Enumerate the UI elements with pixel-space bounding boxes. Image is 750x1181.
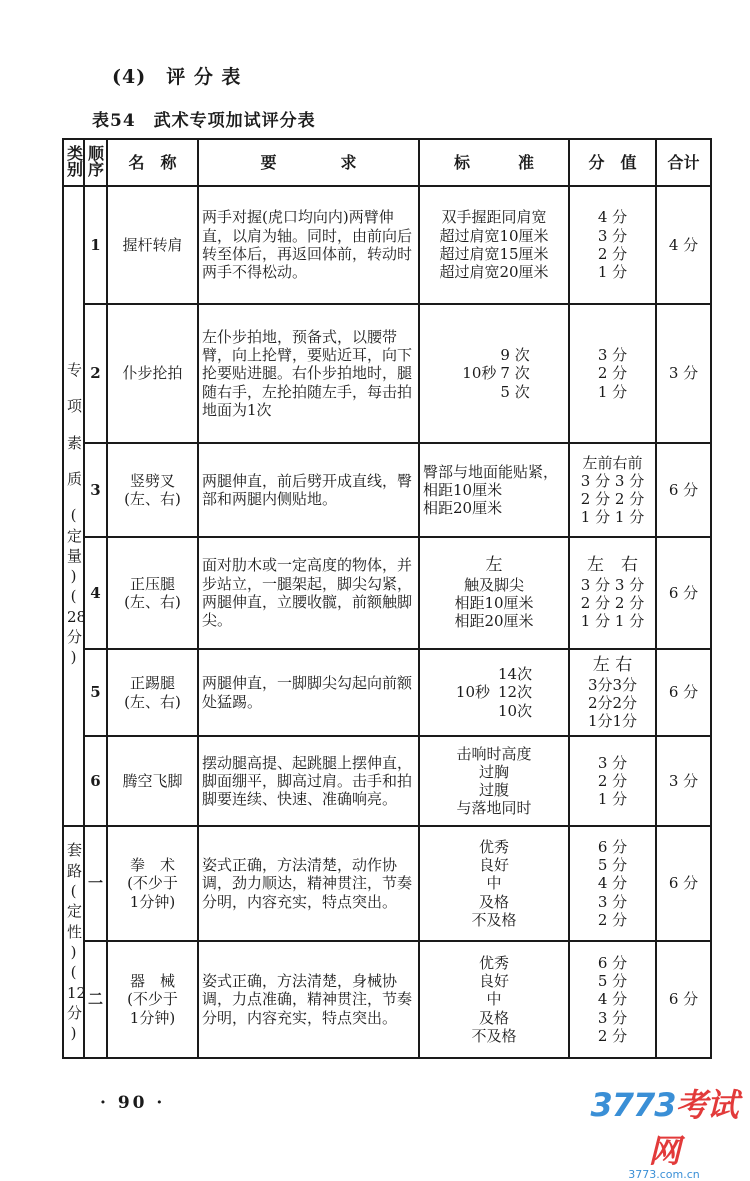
row-order: 6: [84, 736, 107, 826]
item-name: 腾空飞脚: [107, 736, 198, 826]
item-name: 握杆转肩: [107, 186, 198, 304]
table-row: [63, 304, 711, 443]
item-name: 正压腿 (左、右): [107, 537, 198, 649]
item-score: 6 分 5 分 4 分 3 分 2 分: [569, 941, 656, 1058]
row-order: 一: [84, 826, 107, 941]
item-standard: 优秀 良好 中 及格 不及格: [419, 826, 569, 941]
table-row: [63, 941, 711, 1058]
standard-side-header: 左: [485, 555, 503, 576]
item-total: 6 分: [656, 826, 711, 941]
table-title: 表54 武术专项加试评分表: [92, 111, 316, 131]
row-order: 2: [84, 304, 107, 443]
header-requirement: 要 求: [198, 139, 419, 186]
item-score: 6 分 5 分 4 分 3 分 2 分: [569, 826, 656, 941]
item-standard: [419, 649, 569, 737]
item-requirement: 姿式正确，方法清楚，身械协调，力点准确，精神贯注，节奏分明，内容充实，特点突出。: [198, 941, 419, 1058]
table-row: [63, 826, 711, 941]
score-table: [62, 138, 712, 1059]
row-order: 二: [84, 941, 107, 1058]
row-order: 1: [84, 186, 107, 304]
item-total: 6 分: [656, 941, 711, 1058]
row-order: 3: [84, 443, 107, 537]
item-standard: 臀部与地面能贴紧， 相距10厘米 相距20厘米: [419, 443, 569, 537]
table-header-row: [63, 139, 711, 186]
section-title: (4) 评 分 表: [112, 66, 242, 88]
standard-prefix: 10秒: [455, 683, 490, 702]
table-row: [63, 537, 711, 649]
header-name: 名 称: [107, 139, 198, 186]
item-name: 正踢腿 (左、右): [107, 649, 198, 737]
category-qualitative: 套 路 ( 定 性 ) ( 12 分 ): [63, 826, 84, 1058]
score-side-header: 左前右前: [582, 453, 643, 472]
item-name: 拳 术 (不少于 1分钟): [107, 826, 198, 941]
item-requirement: 摆动腿高提、起跳腿上摆伸直，脚面绷平，脚高过肩。击手和拍脚要连续、快速、准确响亮。: [198, 736, 419, 826]
standard-side-header: 击响时高度: [456, 744, 532, 763]
table-row: [63, 186, 711, 304]
score-side-header: 左 右: [587, 555, 638, 576]
item-total: 6 分: [656, 649, 711, 737]
row-order: 5: [84, 649, 107, 737]
watermark-logo: 3773考试网: [590, 1086, 738, 1170]
item-total: 3 分: [656, 304, 711, 443]
item-requirement: 两腿伸直，前后劈开成直线，臀部和两腿内侧贴地。: [198, 443, 419, 537]
table-row: [63, 443, 711, 537]
item-score: 左 右 3分3分 2分2分 1分1分: [569, 649, 656, 737]
item-standard: [419, 304, 569, 443]
item-standard: 双手握距同肩宽 超过肩宽10厘米 超过肩宽15厘米 超过肩宽20厘米: [419, 186, 569, 304]
item-standard: 左 触及脚尖 相距10厘米 相距20厘米: [419, 537, 569, 649]
item-score: 4 分 3 分 2 分 1 分: [569, 186, 656, 304]
row-order: 4: [84, 537, 107, 649]
header-standard: 标 准: [419, 139, 569, 186]
table-row: [63, 649, 711, 737]
item-score: 3 分 2 分 1 分: [569, 304, 656, 443]
header-order: 顺序: [84, 139, 107, 186]
item-standard: 优秀 良好 中 及格 不及格: [419, 941, 569, 1058]
item-requirement: 左仆步拍地，预备式，以腰带臂，向上抡臂，要贴近耳，向下抡要贴进腿。右仆步拍地时，腿随右手，左抡拍随左手，每击拍地面为1次: [198, 304, 419, 443]
item-total: 6 分: [656, 443, 711, 537]
watermark-url: 3773.com.cn: [628, 1168, 700, 1181]
page-number: · 90 ·: [100, 1093, 166, 1113]
item-total: 6 分: [656, 537, 711, 649]
item-requirement: 面对肋木或一定高度的物体，并步站立，一腿架起，脚尖勾紧，两腿伸直，立腰收髋，前额触脚尖。: [198, 537, 419, 649]
item-total: 4 分: [656, 186, 711, 304]
score-side-header: 左 右: [592, 654, 633, 675]
header-score: 分 值: [569, 139, 656, 186]
timed-standard: 10秒 14次 12次 10次: [455, 665, 533, 720]
category-quantitative: 专 项 素 质 ( 定 量 ) ( 28 分 ): [63, 186, 84, 826]
header-total: 合计: [656, 139, 711, 186]
item-total: 3 分: [656, 736, 711, 826]
item-name: 器 械 (不少于 1分钟): [107, 941, 198, 1058]
item-requirement: 姿式正确，方法清楚，动作协调，劲力顺达，精神贯注，节奏分明，内容充实，特点突出。: [198, 826, 419, 941]
standard-prefix: 10秒: [462, 364, 497, 383]
item-score: 3 分 2 分 1 分: [569, 736, 656, 826]
item-score: 左 右 3 分 3 分 2 分 2 分 1 分 1 分: [569, 537, 656, 649]
site-watermark: [578, 1080, 750, 1181]
item-score: 左前右前 3 分 3 分 2 分 2 分 1 分 1 分: [569, 443, 656, 537]
item-name: 竖劈叉 (左、右): [107, 443, 198, 537]
item-requirement: 两手对握(虎口均向内)两臂伸直，以肩为轴。同时，由前向后转至体后，再返回体前，转动时两手不得松动。: [198, 186, 419, 304]
timed-standard: 10秒 9 次 7 次 5 次: [458, 346, 529, 401]
header-category: 类别: [63, 139, 84, 186]
item-standard: 击响时高度 过胸 过腹 与落地同时: [419, 736, 569, 826]
item-requirement: 两腿伸直，一脚脚尖勾起向前额处猛踢。: [198, 649, 419, 737]
table-row: [63, 736, 711, 826]
item-name: 仆步抡拍: [107, 304, 198, 443]
